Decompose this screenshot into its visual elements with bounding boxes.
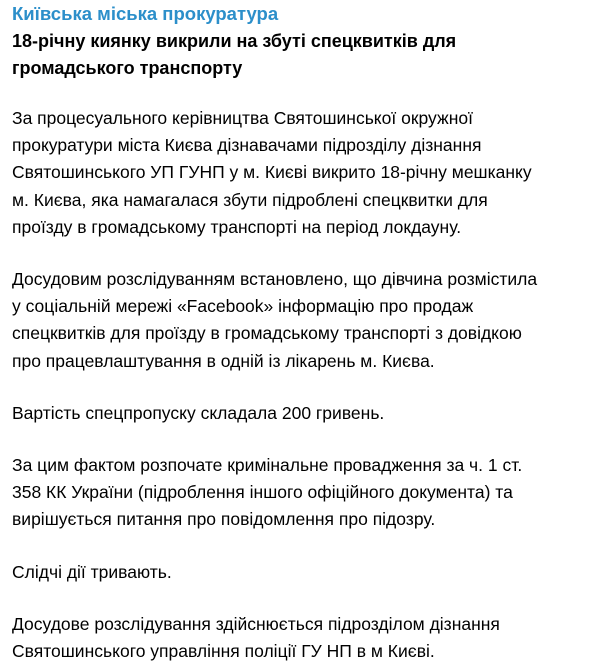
paragraph-line: Святошинського управління поліції ГУ НП в м Києві. [12, 641, 435, 662]
paragraph-line: За цим фактом розпочате кримінальне провадження за ч. 1 ст. [12, 455, 523, 476]
post-headline [12, 28, 586, 82]
paragraph [12, 105, 586, 241]
paragraph-line: спецквитків для проїзду в громадському транспорті з довідкою [12, 323, 522, 344]
paragraph [12, 611, 586, 665]
paragraph-line: За процесуального керівництва Святошинської окружної [12, 108, 473, 128]
paragraph-line: проїзду в громадському транспорті на період локдауну. [12, 216, 462, 237]
message-post [0, 1, 600, 662]
paragraph-line: вирішується питання про повідомлення про підозру. [12, 509, 436, 530]
paragraph-line: Досудовим розслідуванням встановлено, що дівчина розмістила [12, 269, 538, 290]
paragraph-line: Досудове розслідування здійснюється підрозділом дізнання [12, 613, 500, 634]
post-body [12, 105, 586, 665]
paragraph [12, 559, 586, 586]
paragraph-line: 358 КК України (підроблення іншого офіційного документа) та [12, 482, 513, 503]
headline-line: 18-річну киянку викрили на збуті спецквитків для [12, 31, 457, 51]
paragraph-line: прокуратури міста Києва дізнавачами підрозділу дізнання [12, 135, 482, 156]
paragraph [12, 400, 586, 427]
paragraph [12, 452, 586, 534]
paragraph [12, 266, 586, 375]
headline-line: громадського транспорту [12, 58, 243, 78]
paragraph-line: про працевлаштування в одній із лікарень м. Києва. [12, 350, 435, 371]
paragraph-line: м. Києва, яка намагалася збути підроблені спецквитки для [12, 189, 488, 210]
paragraph-line: Вартість спецпропуску складала 200 гривень. [12, 402, 385, 423]
paragraph-line: у соціальній мережі «Facebook» інформацію про продаж [12, 296, 474, 317]
paragraph-line: Святошинського УП ГУНП у м. Києві викрито 18-річну мешканку [12, 162, 532, 183]
paragraph-line: Слідчі дії тривають. [12, 561, 172, 582]
channel-name-link[interactable]: Київська міська прокуратура [12, 3, 279, 24]
